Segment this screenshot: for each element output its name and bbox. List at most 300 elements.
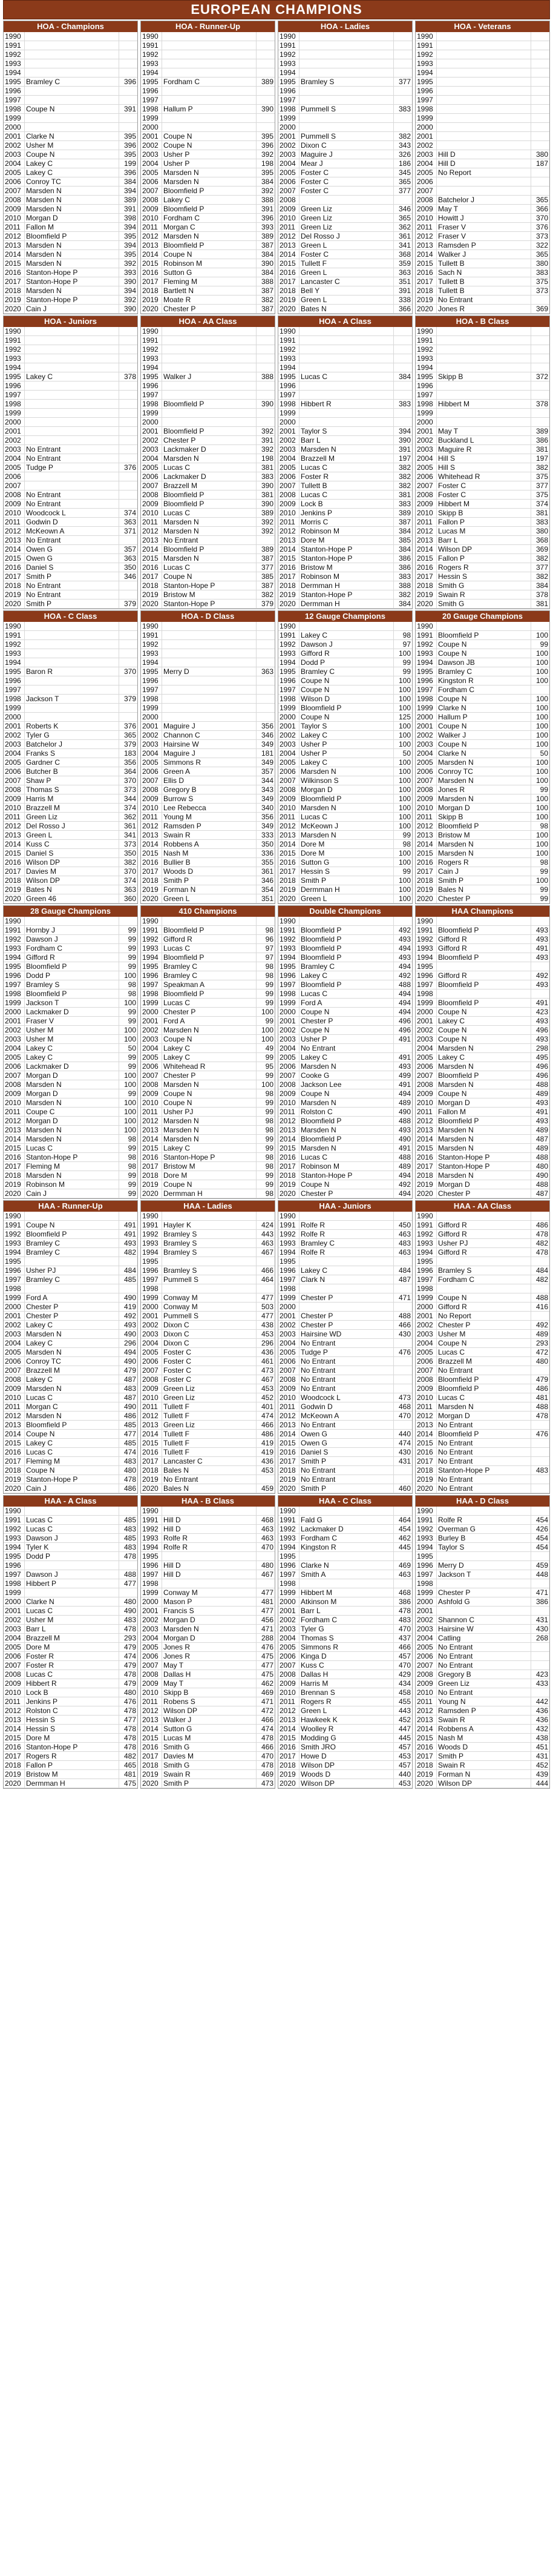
year-cell: 2004 (4, 1339, 25, 1348)
score-cell: 393 (119, 268, 138, 277)
table-row (141, 1466, 275, 1475)
name-cell: No Entrant (162, 1475, 257, 1484)
name-cell: Robbens A (437, 1725, 531, 1734)
name-cell: Bramley C (25, 1239, 119, 1248)
year-cell: 1999 (416, 114, 437, 123)
table-row (141, 354, 275, 363)
panel-title: HAA - A Class (4, 1496, 137, 1507)
table-row (4, 1421, 137, 1430)
score-cell: 389 (257, 78, 275, 87)
table-row (141, 1212, 275, 1221)
name-cell: Pummell S (162, 1275, 257, 1284)
year-cell: 2005 (141, 1643, 162, 1652)
score-cell (119, 327, 138, 336)
name-cell: Conroy TC (25, 177, 119, 187)
score-cell (119, 436, 138, 445)
year-cell: 2017 (278, 867, 299, 876)
table-row (278, 536, 412, 545)
name-cell (162, 68, 257, 78)
table-row (416, 1752, 549, 1761)
table-row (278, 268, 412, 277)
score-cell: 98 (257, 1117, 275, 1126)
year-cell: 1997 (416, 96, 437, 105)
name-cell (299, 917, 394, 926)
table-row (4, 822, 137, 831)
year-cell: 1997 (416, 685, 437, 695)
name-cell: Morgan D (25, 1117, 119, 1126)
score-cell: 473 (394, 1393, 413, 1402)
table-row (4, 1661, 137, 1670)
score-cell: 100 (394, 785, 413, 794)
name-cell: Lucas C (25, 1607, 119, 1616)
name-cell: Pummell S (299, 132, 394, 141)
score-cell: 455 (394, 1697, 413, 1706)
score-cell: 467 (257, 1248, 275, 1257)
name-cell: Bristow M (162, 590, 257, 599)
table-row (278, 1212, 412, 1221)
table-row (416, 536, 549, 545)
year-cell: 2020 (4, 305, 25, 314)
table-row (4, 132, 137, 141)
year-cell: 2006 (278, 472, 299, 481)
table-row (141, 177, 275, 187)
score-cell: 462 (394, 1534, 413, 1543)
table-row (416, 563, 549, 572)
table-row (416, 794, 549, 804)
name-cell: Hibbert M (437, 500, 531, 509)
name-cell: Coupe N (437, 1293, 531, 1303)
table-row (141, 500, 275, 509)
score-cell: 355 (257, 858, 275, 867)
score-cell: 100 (531, 794, 550, 804)
table-row (278, 767, 412, 776)
score-cell (531, 114, 550, 123)
score-cell: 100 (119, 1108, 138, 1117)
table-row (4, 1026, 137, 1035)
year-cell: 2015 (278, 1734, 299, 1743)
score-cell: 383 (394, 500, 413, 509)
score-cell: 494 (394, 1008, 413, 1017)
table-row (416, 1044, 549, 1053)
name-cell: Marsden N (25, 205, 119, 214)
table-row (4, 1257, 137, 1266)
score-cell: 100 (531, 722, 550, 731)
score-cell: 387 (257, 581, 275, 590)
year-cell: 1990 (141, 327, 162, 336)
score-cell: 100 (119, 1117, 138, 1126)
score-cell: 357 (119, 545, 138, 554)
table-row (416, 767, 549, 776)
score-cell (257, 704, 275, 713)
name-cell (25, 114, 119, 123)
name-cell: Usher M (25, 1616, 119, 1625)
year-cell: 2015 (141, 1144, 162, 1153)
results-table (416, 622, 549, 903)
year-cell: 2014 (141, 1725, 162, 1734)
name-cell: Marsden N (299, 804, 394, 813)
score-cell (257, 631, 275, 640)
score-cell: 488 (531, 1153, 550, 1162)
table-row (416, 445, 549, 454)
score-cell: 99 (531, 640, 550, 649)
year-cell: 1995 (141, 962, 162, 971)
score-cell: 346 (119, 572, 138, 581)
year-cell: 1992 (278, 935, 299, 944)
score-cell: 454 (394, 1525, 413, 1534)
year-cell: 2005 (4, 168, 25, 177)
name-cell: Young M (162, 813, 257, 822)
panel-title: HOA - Veterans (416, 21, 549, 32)
name-cell: Morgan D (25, 214, 119, 223)
table-row (278, 232, 412, 241)
year-cell: 1996 (141, 676, 162, 685)
name-cell: Conroy TC (437, 767, 531, 776)
name-cell: Fald G (299, 1516, 394, 1525)
name-cell: McKeown A (25, 527, 119, 536)
name-cell: Marsden N (25, 1126, 119, 1135)
year-cell: 2001 (416, 1312, 437, 1321)
name-cell: Tudge P (299, 1348, 394, 1357)
table-row (4, 1484, 137, 1493)
year-cell: 1995 (141, 372, 162, 381)
name-cell: Clarke N (437, 704, 531, 713)
year-cell: 2005 (141, 463, 162, 472)
name-cell: No Entrant (25, 454, 119, 463)
score-cell: 383 (531, 518, 550, 527)
table-row (416, 876, 549, 885)
score-cell: 452 (531, 1761, 550, 1770)
score-cell: 50 (119, 1044, 138, 1053)
score-cell (257, 363, 275, 372)
score-cell: 468 (257, 1516, 275, 1525)
score-cell: 463 (394, 1230, 413, 1239)
name-cell: Davies M (162, 1752, 257, 1761)
score-cell: 100 (394, 676, 413, 685)
score-cell (394, 336, 413, 345)
year-cell: 2011 (141, 1697, 162, 1706)
name-cell: Lakey C (162, 1044, 257, 1053)
name-cell: Shannon C (437, 1616, 531, 1625)
year-cell: 2001 (416, 1607, 437, 1616)
year-cell: 1993 (278, 354, 299, 363)
year-cell: 2005 (278, 168, 299, 177)
table-row (4, 1293, 137, 1303)
score-cell: 391 (257, 436, 275, 445)
year-cell: 1993 (416, 1534, 437, 1543)
score-cell: 475 (257, 1670, 275, 1679)
score-cell: 436 (531, 1706, 550, 1716)
name-cell (162, 1257, 257, 1266)
table-row (141, 1779, 275, 1788)
table-row (278, 168, 412, 177)
table-row (4, 1303, 137, 1312)
year-cell: 2007 (141, 776, 162, 785)
year-cell: 2005 (4, 1348, 25, 1357)
name-cell: Dawson J (25, 1534, 119, 1543)
score-cell: 384 (531, 581, 550, 590)
name-cell: Coupe N (299, 713, 394, 722)
name-cell: Chester P (162, 1071, 257, 1080)
table-row (416, 749, 549, 758)
table-row (141, 581, 275, 590)
score-cell: 493 (394, 1126, 413, 1135)
score-cell: 387 (257, 554, 275, 563)
year-cell: 2012 (416, 1117, 437, 1126)
year-cell: 2013 (416, 1421, 437, 1430)
year-cell: 1998 (4, 695, 25, 704)
name-cell: No Entrant (437, 1475, 531, 1484)
results-table (141, 32, 275, 314)
score-cell: 100 (531, 667, 550, 676)
score-cell: 381 (531, 599, 550, 609)
name-cell (25, 713, 119, 722)
table-row (278, 1448, 412, 1457)
table-row (416, 572, 549, 581)
score-cell: 381 (257, 490, 275, 500)
name-cell: Marsden N (25, 1330, 119, 1339)
name-cell (437, 123, 531, 132)
year-cell: 2017 (4, 867, 25, 876)
name-cell: Morris C (299, 518, 394, 527)
year-cell: 2015 (278, 1439, 299, 1448)
year-cell: 2000 (4, 1303, 25, 1312)
name-cell: Chester P (299, 1017, 394, 1026)
table-row (278, 572, 412, 581)
score-cell: 466 (394, 1643, 413, 1652)
name-cell: Lakey C (25, 1439, 119, 1448)
year-cell: 1996 (278, 676, 299, 685)
year-cell: 2015 (4, 259, 25, 268)
year-cell: 2015 (4, 1734, 25, 1743)
score-cell: 457 (394, 1652, 413, 1661)
score-cell: 482 (119, 1752, 138, 1761)
score-cell: 491 (119, 1221, 138, 1230)
results-table (416, 1212, 549, 1493)
name-cell (162, 327, 257, 336)
year-cell: 1992 (141, 50, 162, 59)
table-row (416, 336, 549, 345)
year-cell: 1999 (4, 114, 25, 123)
year-cell: 1990 (278, 622, 299, 631)
name-cell: No Entrant (299, 1421, 394, 1430)
score-cell (119, 590, 138, 599)
table-row (4, 232, 137, 241)
year-cell: 2002 (4, 731, 25, 740)
year-cell: 2000 (278, 123, 299, 132)
score-cell: 488 (394, 1153, 413, 1162)
name-cell: Fallon M (25, 223, 119, 232)
name-cell (162, 418, 257, 427)
year-cell: 1999 (141, 704, 162, 713)
table-row (278, 1725, 412, 1734)
year-cell: 2006 (416, 177, 437, 187)
score-cell: 494 (394, 962, 413, 971)
name-cell (299, 409, 394, 418)
champions-grid (3, 19, 550, 1789)
year-cell: 1994 (4, 953, 25, 962)
score-cell: 96 (257, 935, 275, 944)
name-cell (299, 59, 394, 68)
score-cell: 376 (119, 463, 138, 472)
name-cell: Barr L (299, 436, 394, 445)
year-cell: 1990 (416, 622, 437, 631)
name-cell: Lucas C (299, 1153, 394, 1162)
name-cell: Hessin S (299, 867, 394, 876)
year-cell: 2008 (416, 196, 437, 205)
year-cell: 1996 (416, 381, 437, 391)
results-table (416, 917, 549, 1198)
year-cell: 1997 (141, 685, 162, 695)
table-row (278, 1221, 412, 1230)
table-row (141, 41, 275, 50)
table-row (4, 159, 137, 168)
name-cell: Lakey C (25, 168, 119, 177)
table-row (4, 1770, 137, 1779)
year-cell: 2012 (4, 1117, 25, 1126)
score-cell: 99 (257, 989, 275, 999)
table-row (4, 327, 137, 336)
score-cell (531, 141, 550, 150)
table-row (416, 1062, 549, 1071)
table-row (278, 463, 412, 472)
name-cell: Walker J (437, 250, 531, 259)
table-row (416, 472, 549, 481)
score-cell: 459 (531, 1561, 550, 1570)
score-cell: 490 (119, 1357, 138, 1366)
name-cell (437, 59, 531, 68)
table-row (4, 1752, 137, 1761)
year-cell: 2020 (4, 599, 25, 609)
score-cell: 346 (257, 876, 275, 885)
table-row (141, 32, 275, 41)
table-row (4, 1525, 137, 1534)
name-cell (25, 649, 119, 658)
year-cell: 1995 (4, 1257, 25, 1266)
name-cell: Hayler K (162, 1221, 257, 1230)
name-cell: Morgan D (437, 1412, 531, 1421)
score-cell: 389 (257, 509, 275, 518)
year-cell: 2017 (416, 277, 437, 286)
table-row (141, 840, 275, 849)
score-cell: 488 (531, 1293, 550, 1303)
year-cell: 2011 (416, 1402, 437, 1412)
score-cell (119, 1561, 138, 1570)
name-cell: Tullett B (437, 286, 531, 296)
name-cell: Jackson T (25, 999, 119, 1008)
table-row (141, 740, 275, 749)
score-cell: 483 (119, 1384, 138, 1393)
year-cell: 2000 (278, 1597, 299, 1607)
score-cell (531, 1552, 550, 1561)
table-row (141, 1275, 275, 1284)
results-table (278, 1212, 412, 1493)
name-cell: Dermman H (25, 1779, 119, 1788)
year-cell: 2014 (416, 840, 437, 849)
name-cell: Bristow M (162, 1162, 257, 1171)
year-cell: 1992 (4, 1230, 25, 1239)
year-cell: 2009 (278, 1679, 299, 1688)
name-cell: Hessin S (437, 572, 531, 581)
name-cell: Hessin S (25, 1725, 119, 1734)
table-row (4, 1348, 137, 1357)
name-cell: Lee Rebecca (162, 804, 257, 813)
score-cell: 384 (394, 545, 413, 554)
name-cell: Coupe N (437, 1026, 531, 1035)
score-cell (257, 676, 275, 685)
score-cell: 98 (119, 1162, 138, 1171)
score-cell: 99 (119, 1180, 138, 1189)
year-cell: 2007 (4, 776, 25, 785)
year-cell: 2013 (4, 241, 25, 250)
score-cell: 479 (119, 1661, 138, 1670)
score-cell: 100 (394, 649, 413, 658)
table-row (278, 1770, 412, 1779)
score-cell: 492 (119, 1312, 138, 1321)
table-row (4, 1534, 137, 1543)
score-cell: 475 (257, 1652, 275, 1661)
name-cell: Gifford R (437, 935, 531, 944)
score-cell (394, 1212, 413, 1221)
year-cell: 2001 (141, 132, 162, 141)
year-cell: 1999 (4, 409, 25, 418)
year-cell: 2003 (141, 1035, 162, 1044)
year-cell: 2005 (141, 1348, 162, 1357)
year-cell: 2001 (416, 427, 437, 436)
name-cell: Morgan C (25, 1402, 119, 1412)
score-cell: 357 (257, 767, 275, 776)
table-row (278, 1035, 412, 1044)
table-row (141, 454, 275, 463)
score-cell (394, 1044, 413, 1053)
name-cell: Marsden N (299, 831, 394, 840)
table-row (416, 177, 549, 187)
score-cell: 491 (394, 1144, 413, 1153)
name-cell: Bates N (299, 305, 394, 314)
name-cell: Morgan D (437, 804, 531, 813)
score-cell: 380 (531, 259, 550, 268)
name-cell: Swain R (162, 831, 257, 840)
score-cell: 490 (119, 1293, 138, 1303)
name-cell: Gifford R (437, 971, 531, 980)
table-row (4, 713, 137, 722)
panel-title: HOA - Runner-Up (141, 21, 275, 32)
name-cell: Bramley C (25, 78, 119, 87)
year-cell: 2020 (141, 1189, 162, 1198)
name-cell: Green L (299, 241, 394, 250)
name-cell: Roberts K (25, 722, 119, 731)
year-cell: 1990 (416, 1212, 437, 1221)
year-cell: 1993 (416, 944, 437, 953)
year-cell: 2009 (416, 205, 437, 214)
year-cell: 2015 (141, 554, 162, 563)
table-row (416, 1570, 549, 1579)
year-cell: 2006 (416, 472, 437, 481)
name-cell (25, 436, 119, 445)
score-cell: 100 (531, 740, 550, 749)
score-cell: 388 (257, 277, 275, 286)
results-table (4, 917, 137, 1198)
year-cell: 1999 (278, 704, 299, 713)
score-cell: 100 (394, 722, 413, 731)
year-cell: 2005 (416, 1053, 437, 1062)
score-cell (531, 917, 550, 926)
table-row (141, 849, 275, 858)
score-cell: 477 (257, 1588, 275, 1597)
year-cell: 2013 (278, 1421, 299, 1430)
year-cell: 2018 (4, 286, 25, 296)
table-row (278, 935, 412, 944)
table-row (141, 758, 275, 767)
